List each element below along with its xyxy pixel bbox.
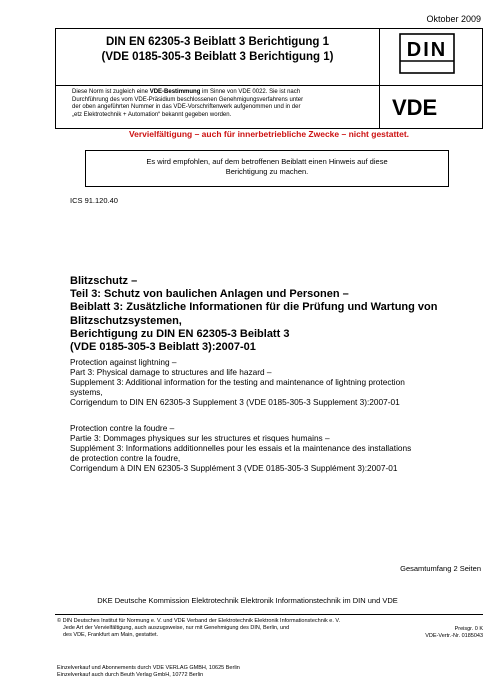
document-title [56,35,379,65]
fr-title-line: Protection contre la foudre – [70,423,175,433]
publication-date: Oktober 2009 [426,14,481,24]
en-title-line: Protection against lightning – [70,357,177,367]
fr-title-line: Corrigendum à DIN EN 62305-3 Supplément 3 (VDE 0185-305-3 Supplément 3):2007-01 [70,463,398,473]
header-box [55,28,483,129]
distribution-line: Einzelverkauf auch durch Beuth Verlag GmbH, 10772 Berlin [57,671,204,678]
title-line-1: DIN EN 62305-3 Beiblatt 3 Berichtigung 1 [105,36,330,48]
price-info [425,626,483,640]
en-title-line: systems, [70,387,103,397]
notice-line-4: „etz Elektrotechnik + Automation“ bekannt gegeben worden. [72,111,232,118]
din-logo [399,33,455,74]
hint-line-1: Es wird empfohlen, auf dem betroffenen Beiblatt einen Hinweis auf diese [146,157,388,166]
fr-title-line: Partie 3: Dommages physiques sur les structures et risques humains – [70,433,330,443]
fr-title-line: Supplément 3: Informations additionnelles pour les essais et la maintenance des installations [70,443,412,453]
copyright-line: © DIN Deutsches Institut für Normung e. V. und VDE Verband der Elektrotechnik Elektronik Informationstechnik e. V. [57,618,341,624]
notice-line-1: im Sinne von VDE 0022. Sie ist nach [200,89,301,95]
de-title-line: (VDE 0185-305-3 Beiblatt 3):2007-01 [70,341,256,354]
reproduction-warning: Vervielfältigung – auch für innerbetriebliche Zwecke – nicht gestattet. [128,129,410,139]
en-title-line: Corrigendum to DIN EN 62305-3 Supplement 3 (VDE 0185-305-3 Supplement 3):2007-01 [70,397,400,407]
fr-title-line: de protection contre la foudre, [70,453,181,463]
vde-contract-number: VDE-Vertr.-Nr. 0185043 [425,632,483,639]
de-title-line: Beiblatt 3: Zusätzliche Informationen für die Prüfung und Wartung von [70,301,438,314]
notice-line-2: Durchführung des vom VDE-Präsidium beschlossenen Genehmigungsverfahrens unter [72,96,304,103]
notice-prefix: Diese Norm ist zugleich eine [72,89,150,95]
din-logo-text: DIN [406,39,448,61]
de-title-line: Berichtigung zu DIN EN 62305-3 Beiblatt 3 [70,327,290,340]
title-line-2: (VDE 0185-305-3 Beiblatt 3 Berichtigung 1) [101,51,334,63]
price-group: Preisgr. 0 K [454,626,483,632]
distribution-line: Einzelverkauf und Abonnements durch VDE VERLAG GMBH, 10625 Berlin [57,665,240,671]
copyright-notice [57,618,387,638]
vde-notice [72,89,372,119]
german-title [70,275,480,354]
header-divider-horizontal [56,85,482,86]
french-title [70,423,480,473]
en-title-line: Part 3: Physical damage to structures and life hazard – [70,367,272,377]
de-title-line: Blitzschutz – [70,275,138,287]
footer-divider [55,614,483,615]
de-title-line: Teil 3: Schutz von baulichen Anlagen und Personen – [70,288,349,301]
recommendation-box [85,150,449,187]
header-divider-vertical [379,29,380,128]
english-title [70,357,480,407]
ics-code: ICS 91.120.40 [70,196,118,205]
hint-line-2: Berichtigung zu machen. [225,167,309,176]
notice-line-3: der oben angeführten Nummer in das VDE-Vorschriftenwerk aufgenommen und in der [72,104,301,110]
copyright-line: Jede Art der Vervielfältigung, auch auszugsweise, nur mit Genehmigung des DIN, Berlin, und [63,624,290,631]
de-title-line: Blitzschutzsystemen, [70,314,182,327]
notice-bold: VDE-Bestimmung [149,89,201,95]
en-title-line: Supplement 3: Additional information for the testing and maintenance of lightning protection [70,377,405,387]
copyright-line: des VDE, Frankfurt am Main, gestattet. [63,631,159,638]
dke-line: DKE Deutsche Kommission Elektrotechnik Elektronik Informationstechnik im DIN und VDE [97,596,398,605]
vde-logo: VDE [392,95,438,120]
distribution-info [57,665,357,679]
total-pages: Gesamtumfang 2 Seiten [400,564,481,573]
